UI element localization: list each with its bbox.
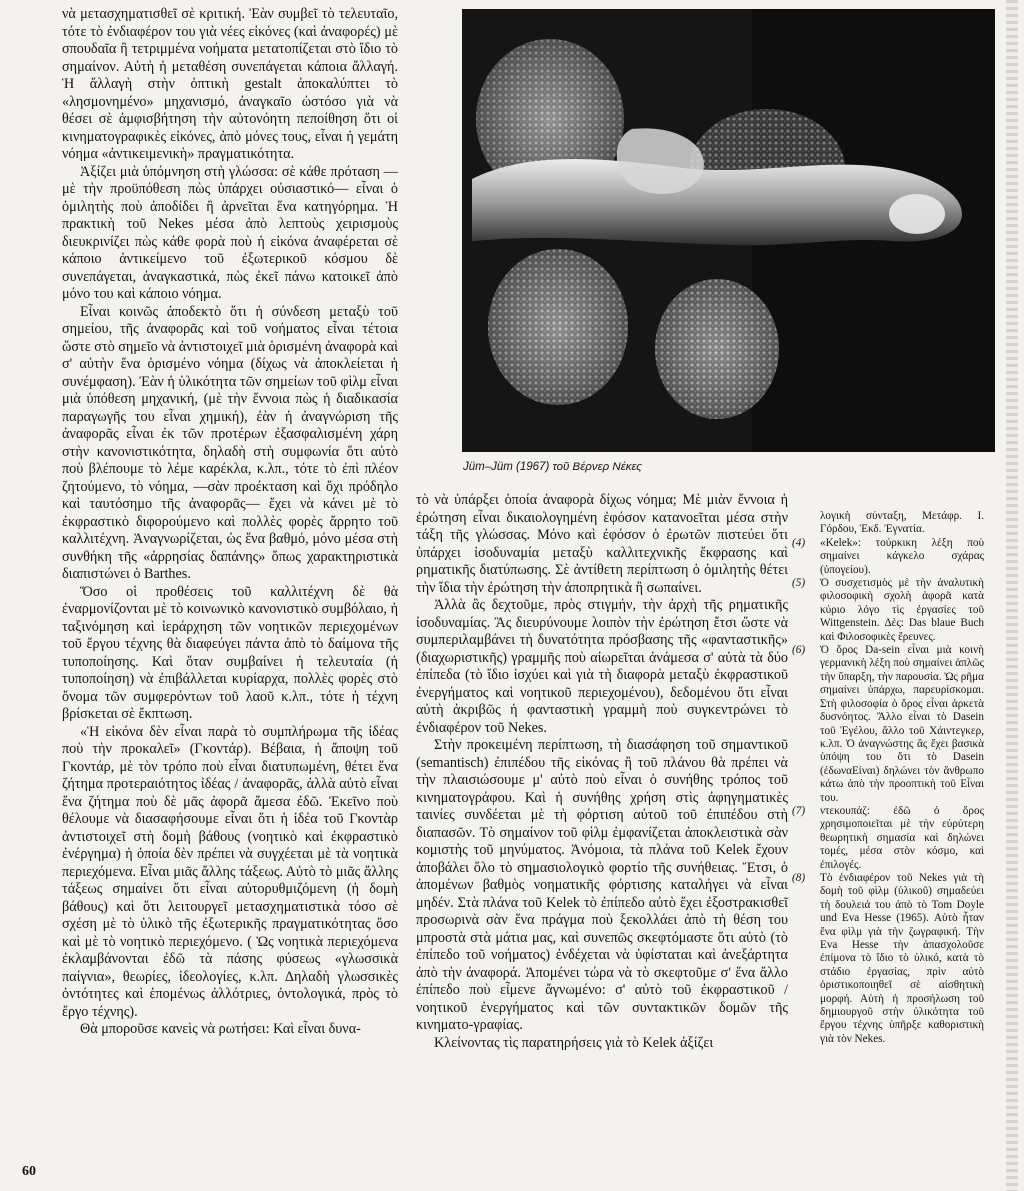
footnote xyxy=(792,510,984,537)
paragraph: Εἶναι κοινῶς ἀποδεκτὸ ὅτι ἡ σύνδεση μεταξὺ τοῦ σημείου, τῆς ἀναφορᾶς καὶ τοῦ νοήματος εἶναι τέτοια ὥστε στὸ σημεῖο νὰ ἀντιστοιχεῖ μιὰ ὁρισμένη ἀναφορὰ καὶ σ' αὐτὴν ἕνα ὁρισμένο νόημα (δίχως νὰ ἀποκλείεται ἡ συνέμφαση). Ἐὰν ἡ ὑλικότητα τῶν σημείων τοῦ φὶλμ εἶναι μιὰ ὑπόθεση μηχανική, (μὲ τὴν ἔννοια πὼς ἡ διαδικασία παραγωγῆς του εἶναι χημική), ἐὰν ἡ ἀναγνώριση τῆς ἀναφορᾶς εἶναι ἐκ τῶν προτέρων ἐξασφαλισμένη χάρη στὴν κανονιστικότητα, δηλαδὴ στὴ συμφωνία ὅτι αὐτὸ ποὺ βλέπουμε τὸ λέμε καρέκλα, κ.λπ., τότε τὸ ἐπὶ πλέον ζητούμενο, τὸ νόημα, —σὰν προέκταση καὶ ὄχι πρόδηλο καὶ ταυτόσημο τῆς ἀναφορᾶς— ἔχει νὰ κάνει μὲ τὸ ἐκφραστικὸ διφορούμενο καὶ πολλὲς φορὲς ἄρρητο τοῦ καλλιτέχνη. Ἀναγνωρίζεται, ὡς ἕνα βαθμό, μόνο μέσα στὴ συνθήκη τῆς «ἀρρησίας δαπάνης» ὅπως χαρακτηριστικὰ διαπιστώνει ὁ Barthes. xyxy=(62,303,398,582)
footnote-number: (4) xyxy=(792,536,806,549)
footnote-text: Ὁ ὅρος Da-sein εἶναι μιὰ κοινὴ γερμανικὴ λέξη ποὺ σημαίνει ἁπλῶς τὴν ὕπαρξη, τὴν παρουσία. Ὡς ρῆμα σημαίνει ὑπάρχω, παρευρίσκομαι. Στὴ φιλοσοφία ὁ ὅρος εἶναι ἀρκετὰ δυσνόητος. Ἄλλο εἶναι τὸ Dasein τοῦ Ἐγέλου, ἄλλο τοῦ Χάιντεγκερ, κ.λπ. Ὁ ἀναγνώστης ἂς ἔχει βασικὰ ὑπόψη του ὅτι τὸ Dasein (ἐδωναΕίναι) δηλώνει τὸν ἄνθρωπο κάτω ἀπὸ τὴν προοπτικὴ τοῦ Εἶναι του. xyxy=(820,644,984,804)
paragraph: Θὰ μποροῦσε κανεὶς νὰ ρωτήσει: Καὶ εἶναι δυνα- xyxy=(80,1021,361,1037)
figure-caption: Jüm–Jüm (1967) τοῦ Βέρνερ Νέκες xyxy=(463,461,642,473)
paragraph: Στὴν προκειμένη περίπτωση, τὴ διασάφηση τοῦ σημαντικοῦ (semantisch) ἐπιπέδου τῆς εἰκόνας ἢ τοῦ πλάνου θὰ πρέπει νὰ τὴν πλαισιώσουμε μ' αὐτὸ ποὺ εἶναι ὁ συνήθης τρόπος τοῦ κινηματογράφου. Καὶ ἡ συνήθης χρήση στὶς ἀφηγηματικὲς ταινίες συνδέεται μὲ τὴ φόρτιση αὐτοῦ τοῦ ἐπιπέδου στὴ διαπασῶν. Τὸ σημαίνον τοῦ φὶλμ ἐμφανίζεται ἀποκλειστικὰ σὰν κομιστὴς τοῦ μηνύματος. Ἀνόμοια, τὰ πλάνα τοῦ Kelek ἔχουν ἀποβάλει ὅλο τὸ σημασιολογικὸ φορτίο τῆς συνήθειας. Ἔτσι, ὁ ἀπομένων βαθμὸς νοηματικῆς φόρτισης καταλήγει νὰ εἶναι μηδέν. Στὰ πλάνα τοῦ Kelek τὸ ἐπίπεδο αὐτὸ ἔχει ἐξοστρακισθεῖ προσωρινὰ σὰν ἕνα πράγμα ποὺ ξεκολλάει ἀπὸ τὴ θέση του μπροστὰ στὰ μάτια μας, καὶ συνεπῶς σκεφτόμαστε ὅτι αὐτὸ (τὸ ἐπίπεδο τοῦ νοήματος) ἐνδέχεται νὰ ὑφίσταται καὶ ἀνεξάρτητα ἀπὸ τὴν ἀναφορά. Ἀπομένει τώρα νὰ τὸ σκεφτοῦμε σ' ἕνα ἄλλο ἐπίπεδο ποὺ εἶμενε ἄγνωμένο: σ' αὐτὸ τοῦ ἐκφραστικοῦ / νοητικοῦ ἐνεργήματος καὶ τῶν συντακτικῶν δομῶν τῆς κινηματο-γραφίας. xyxy=(416,737,788,1033)
footnote-number: (7) xyxy=(792,804,806,817)
page-number: 60 xyxy=(22,1164,36,1179)
scan-edge-strip xyxy=(1006,0,1018,1191)
middle-text-column xyxy=(416,492,788,1052)
paragraph: νὰ μετασχηματισθεῖ σὲ κριτική. Ἐὰν συμβεῖ τὸ τελευταῖο, τότε τὸ ἐνδιαφέρον του γιὰ νέες εἰκόνες (καὶ ἀναφορές) μὲ σπουδαῖα ἢ τετριμμένα νοήματα μετατοπίζεται στὸ ἴδιο τὸ σημαίνον. Αὐτὴ ἡ μεταθέση συνεπάγεται κάποια ἄλλαγή. Ἡ ἄλλαγὴ στὴν ὀπτικὴ gestalt ἀποκαλύπτει τὸ «λησμονημένο» μηχανισμό, ἀναγκαῖο ὡστόσο γιὰ νὰ θέσει σὲ ἀμφισβήτηση τὴν αὐτονόητη πεποίθηση ὅτι οἱ κινηματογραφικὲς εἰκόνες, ἀπὸ μόνες τους, εἶναι ἡ γεμάτη νόημα «ἀντικειμενικὴ» πραγματικότητα. xyxy=(62,6,398,162)
paragraph: Ἀξίζει μιὰ ὑπόμνηση στὴ γλώσσα: σὲ κάθε πρόταση —μὲ τὴν προϋπόθεση πὼς ὑπάρχει οὐσιαστικό— εἶναι ὁ ὁμιλητὴς ποὺ ἀποδίδει ἢ ἀρνεῖται ἕνα κατηγόρημα. Ἡ πρακτικὴ τοῦ Nekes μέσα ἀπὸ λεπτοὺς χειρισμοὺς διευκρινίζει πὼς κάθε φορὰ ποὺ ἡ εἰκόνα ἀναφέρεται σὲ κάποιο ἀντικείμενο τοῦ ἐξωτερικοῦ κόσμου δὲ συνεπάγεται, ἀναγκαστικά, πὼς ἐκεῖ πάνω κατοικεῖ ἀπὸ μόνο του καὶ κάποιο νόημα. xyxy=(62,163,398,302)
footnote-text: Ὁ συσχετισμὸς μὲ τὴν ἀναλυτικὴ φιλοσοφικὴ σχολὴ ἀφορᾶ κατὰ κύριο λόγο τὶς ἐργασίες τοῦ Wittgenstein. Δὲς: Das blaue Buch καὶ Φιλοσοφικὲς ἔρευνες. xyxy=(820,577,984,643)
footnote-number: (6) xyxy=(792,644,806,657)
footnote-number: (8) xyxy=(792,871,806,884)
paragraph: τὸ νὰ ὑπάρξει ὁποία ἀναφορὰ δίχως νόημα; Μὲ μιὰν ἔννοια ἡ ἐρώτηση εἶναι δικαιολογημένη ἐφόσον κατανοεῖται μέσα στὴν τάξη τῆς γλώσσας. Μόνο καὶ ἐφόσον ὁ ἐρωτῶν πιστεύει ὅτι ὑπάρχει ἰσοδυναμία μεταξὺ καλλιτεχνικῆς ἔκφρασης καὶ ρηματικῆς διατύπωσης. Σὲ ἀντίθετη περίπτωση ὁ ὁμιλητὴς θέτει τὴν ἴδια τὴν ἐρώτηση τὴν ἀποπρητικὰ ἢ σωπαίνει. xyxy=(416,492,788,596)
footnote-number xyxy=(792,510,820,537)
footnote-text: λογικὴ σύνταξη, Μετάφρ. Ι. Γόρδου, Ἐκδ. Ἐγνατία. xyxy=(820,510,984,536)
footnote xyxy=(792,577,984,644)
left-text-column xyxy=(62,6,398,1039)
footnote xyxy=(792,872,984,1046)
paragraph: Κλείνοντας τὶς παρατηρήσεις γιὰ τὸ Kelek ἀξίζει xyxy=(434,1034,714,1051)
film-still-image xyxy=(462,9,995,452)
film-still-photo xyxy=(462,9,995,452)
footnote xyxy=(792,537,984,577)
footnote xyxy=(792,644,984,805)
footnote-text: Τὸ ἐνδιαφέρον τοῦ Nekes γιὰ τὴ δομὴ τοῦ φὶλμ (ὑλικοῦ) σημαδεύει τὴ δουλειά του ἀπὸ τὸ Tom Doyle und Eva Hesse (1965). Αὐτὸ ἦταν ἕνα φὶλμ γιὰ τὴν ζωγραφική. Τὴν Eva Hesse τὴν ἀπασχολοῦσε ἐπίμονα τὸ ἴδιο τὸ ὑλικό, κατὰ τὸ στάδιο ἐργασίας, πρὶν αὐτὸ ὁριστικοποιηθεῖ σὲ αἰσθητικὴ μορφή. Αὐτὴ ἡ προσήλωση τοῦ δημιουργοῦ στὴν ὑλικότητα τοῦ ἔργου τέχνης ὑπῆρξε καθοριστικὴ γιὰ τὸν Nekes. xyxy=(820,871,984,1045)
footnote xyxy=(792,805,984,872)
paragraph: Ὅσο οἱ προθέσεις τοῦ καλλιτέχνη δὲ θὰ ἐναρμονίζονται μὲ τὸ κοινωνικὸ κανονιστικὸ συμβόλαιο, ἡ ταξινόμηση καὶ ἱεράρχηση τῶν νοητικῶν περιεχομένων τοῦ ἔργου τέχνης θὰ διαφεύγει πάντα ἀπὸ τὸ δαίμονα τῆς τυποποίησης. Καὶ ὅταν συμβαίνει ἡ τελευταία (ἡ τυποποίηση) νὰ ἐπιβάλλεται κυρίαρχα, πολλὲς φορὲς στὸ ὄνομα τῶν συμφερόντων τοῦ λαοῦ κ.λπ., τότε ἡ τέχνη βρίσκεται σὲ ἔκπτωση. xyxy=(62,583,398,722)
footnote-text: ντεκουπάζ: ἐδῶ ὁ ὅρος χρησιμοποιεῖται μὲ τὴν εὐρύτερη θεωρητικὴ σημασία καὶ δηλώνει τομές, μέσα στὸν κόσμο, καὶ ἐπιλογές. xyxy=(820,804,984,871)
paragraph: «Ἡ εἰκόνα δὲν εἶναι παρὰ τὸ συμπλήρωμα τῆς ἰδέας ποὺ τὴν προκαλεῖ» (Γκοντάρ). Βέβαια, ἡ ἄποψη τοῦ Γκοντάρ, μὲ τὸν τρόπο ποὺ εἶναι διατυπωμένη, θέτει ἕνα ζήτημα προτεραιότητος ἰδέας / ἀναφορᾶς, ἀλλὰ αὐτὸ εἶναι ἕνα ζήτημα ποὺ δὲ μᾶς ἀφορᾶ ἄμεσα ἐδῶ. Ἐκεῖνο ποὺ θέλουμε νὰ διασαφήσουμε εἶναι ὅτι ἡ ἰδέα τοῦ Γκοντὰρ ἀντιστοιχεῖ στὴ δομὴ βάθους (νοητικὸ καὶ ἐκφραστικὸ ἐνέργημα) ἡ ὁποία δὲν πρέπει νὰ συγχέεται μὲ τὰ νοητικὰ περιεχόμενα. Εἶναι μιᾶς ἄλλης τάξεως. Αὐτὸ τὸ μιᾶς ἄλλης τάξεως σημαίνει ὅτι εἶναι αὐτορυθμιζόμενη (ἡ δομὴ βάθους) καὶ ὅτι λειτουργεῖ μετασχηματιστικὰ τόσο σὲ σχέση μὲ τὸ ὑλικὸ τῆς ἐξωτερικῆς πραγματικότητας ὅσο καὶ μὲ τὸ νοητικὸ περιεχόμενο. ( Ὡς νοητικὰ περιεχόμενα ἐκλαμβάνονται ἐδῶ τὰ πάσης φύσεως «γλωσσικὰ παίγνια», θεωρίες, ἰδεολογίες, κ.λπ. Δηλαδὴ γλωσσικὲς ὀντότητες καὶ ἑπομένως ἀλλότριες, ὀντολογικά, πρὸς τὸ ἔργο τέχνης). xyxy=(62,723,398,1020)
footnote-number: (5) xyxy=(792,577,806,590)
paragraph: Ἀλλὰ ἂς δεχτοῦμε, πρὸς στιγμήν, τὴν ἀρχὴ τῆς ρηματικῆς ἰσοδυναμίας. Ἂς διευρύνουμε λοιπὸν τὴν ἐρώτηση ἔτσι ὥστε νὰ συμπεριλαμβάνει τὴ δυνατότητα πρόσβασης τῆς «φανταστικῆς» (διαχωριστικῆς) γραμμῆς ποὺ αἰωρεῖται ἀνάμεσα σ' αὐτὰ τὰ δύο ἐπίπεδα (τὸ ἴδιο ἰσχύει καὶ γιὰ τὴ διαφορὰ μεταξὺ ἐκφραστικοῦ ἐνεργήματος καὶ νοητικοῦ περιεχομένου), δεδομένου ὅτι εἶναι αὐτὴ ἀκριβῶς ἡ φανταστικὴ γραμμὴ ποὺ συγκεντρώνει τὸ ἐνδιαφέρον τοῦ Nekes. xyxy=(416,597,788,736)
footnotes-column xyxy=(792,510,984,1046)
footnote-text: «Kelek»: τούρκικη λέξη ποὺ σημαίνει κάγκελο σχάρας (ὑπογείου). xyxy=(820,536,984,576)
